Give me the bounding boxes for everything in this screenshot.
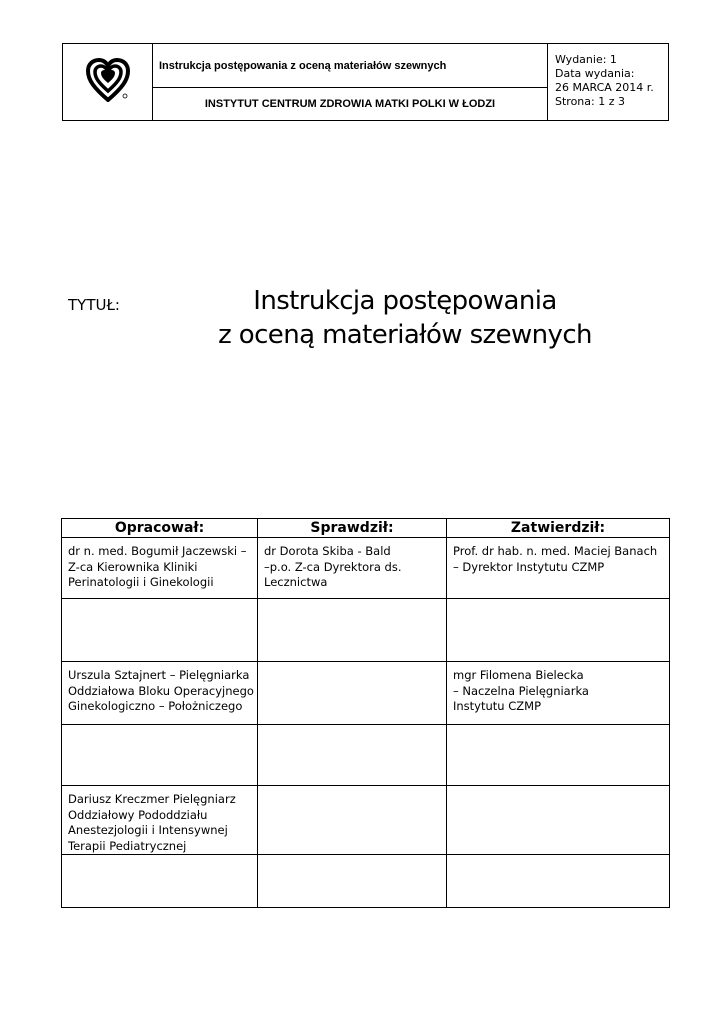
cell-text-line: – Naczelna Pielęgniarka [453,683,589,698]
document-title-line: Instrukcja postępowania [253,286,557,316]
cell-checked-by [258,538,447,599]
cell-checked-by [258,599,447,662]
column-prepared-by: Opracował: [62,519,258,538]
issue-date-label: Data wydania: [555,67,635,80]
cell-approved-by [447,662,670,725]
cell-approved-by [447,538,670,599]
cell-text-line: Oddziałowa Bloku Operacyjnego [68,683,254,698]
cell-prepared-by [62,599,258,662]
cell-text-line: Z-ca Kierownika Kliniki [68,559,198,574]
table-row [62,725,670,786]
cell-text-line: Lecznictwa [264,575,328,589]
cell-text-line: Urszula Sztajnert – Pielęgniarka [68,668,250,682]
cell-checked-by [258,855,447,908]
cell-approved-by [447,786,670,855]
table-row [62,855,670,908]
table-row [62,599,670,662]
column-approved-by: Zatwierdził: [447,519,670,538]
cell-checked-by [258,725,447,786]
page-number: Strona: 1 z 3 [555,95,625,108]
cell-text-line: –p.o. Z-ca Dyrektora ds. [264,559,402,574]
cell-prepared-by [62,786,258,855]
cell-approved-by [447,855,670,908]
cell-prepared-by [62,855,258,908]
cell-text-line: Terapii Pediatrycznej [68,838,187,853]
cell-text-line: Anestezjologii i Intensywnej [68,823,228,837]
document-header [62,43,669,121]
issue-date: 26 MARCA 2014 r. [555,81,654,94]
cell-text-line: Dariusz Kreczmer Pielęgniarz [68,792,236,806]
cell-text-line: – Dyrektor Instytutu CZMP [453,559,605,574]
institute-name: INSTYTUT CENTRUM ZDROWIA MATKI POLKI W ŁODZI [153,88,548,121]
cell-approved-by [447,599,670,662]
edition: Wydanie: 1 [555,53,617,66]
document-meta [548,44,669,121]
table-row [62,538,670,599]
document-title [190,284,620,352]
cell-text-line: dr n. med. Bogumił Jaczewski – [68,544,247,558]
cell-text-line: mgr Filomena Bielecka [453,668,584,682]
table-row [62,786,670,855]
cell-text-line: dr Dorota Skiba - Bald [264,544,391,558]
cell-text-line: Prof. dr hab. n. med. Maciej Banach [453,544,658,558]
cell-prepared-by [62,538,258,599]
cell-text-line: Instytutu CZMP [453,699,542,713]
cell-prepared-by [62,662,258,725]
heart-logo-icon [85,58,131,102]
cell-checked-by [258,662,447,725]
table-row [62,662,670,725]
cell-text-line: Perinatologii i Ginekologii [68,575,214,589]
cell-checked-by [258,786,447,855]
cell-text-line: Ginekologiczno – Położniczego [68,699,243,713]
title-label: TYTUŁ: [68,296,120,314]
cell-approved-by [447,725,670,786]
header-title: Instrukcja postępowania z oceną materiałów szewnych [153,44,548,88]
logo-cell [63,44,153,121]
cell-text-line: Oddziałowy Pododdziału [68,807,208,822]
document-title-line: z oceną materiałów szewnych [218,320,592,350]
signoff-table [61,518,670,908]
cell-prepared-by [62,725,258,786]
column-checked-by: Sprawdził: [258,519,447,538]
